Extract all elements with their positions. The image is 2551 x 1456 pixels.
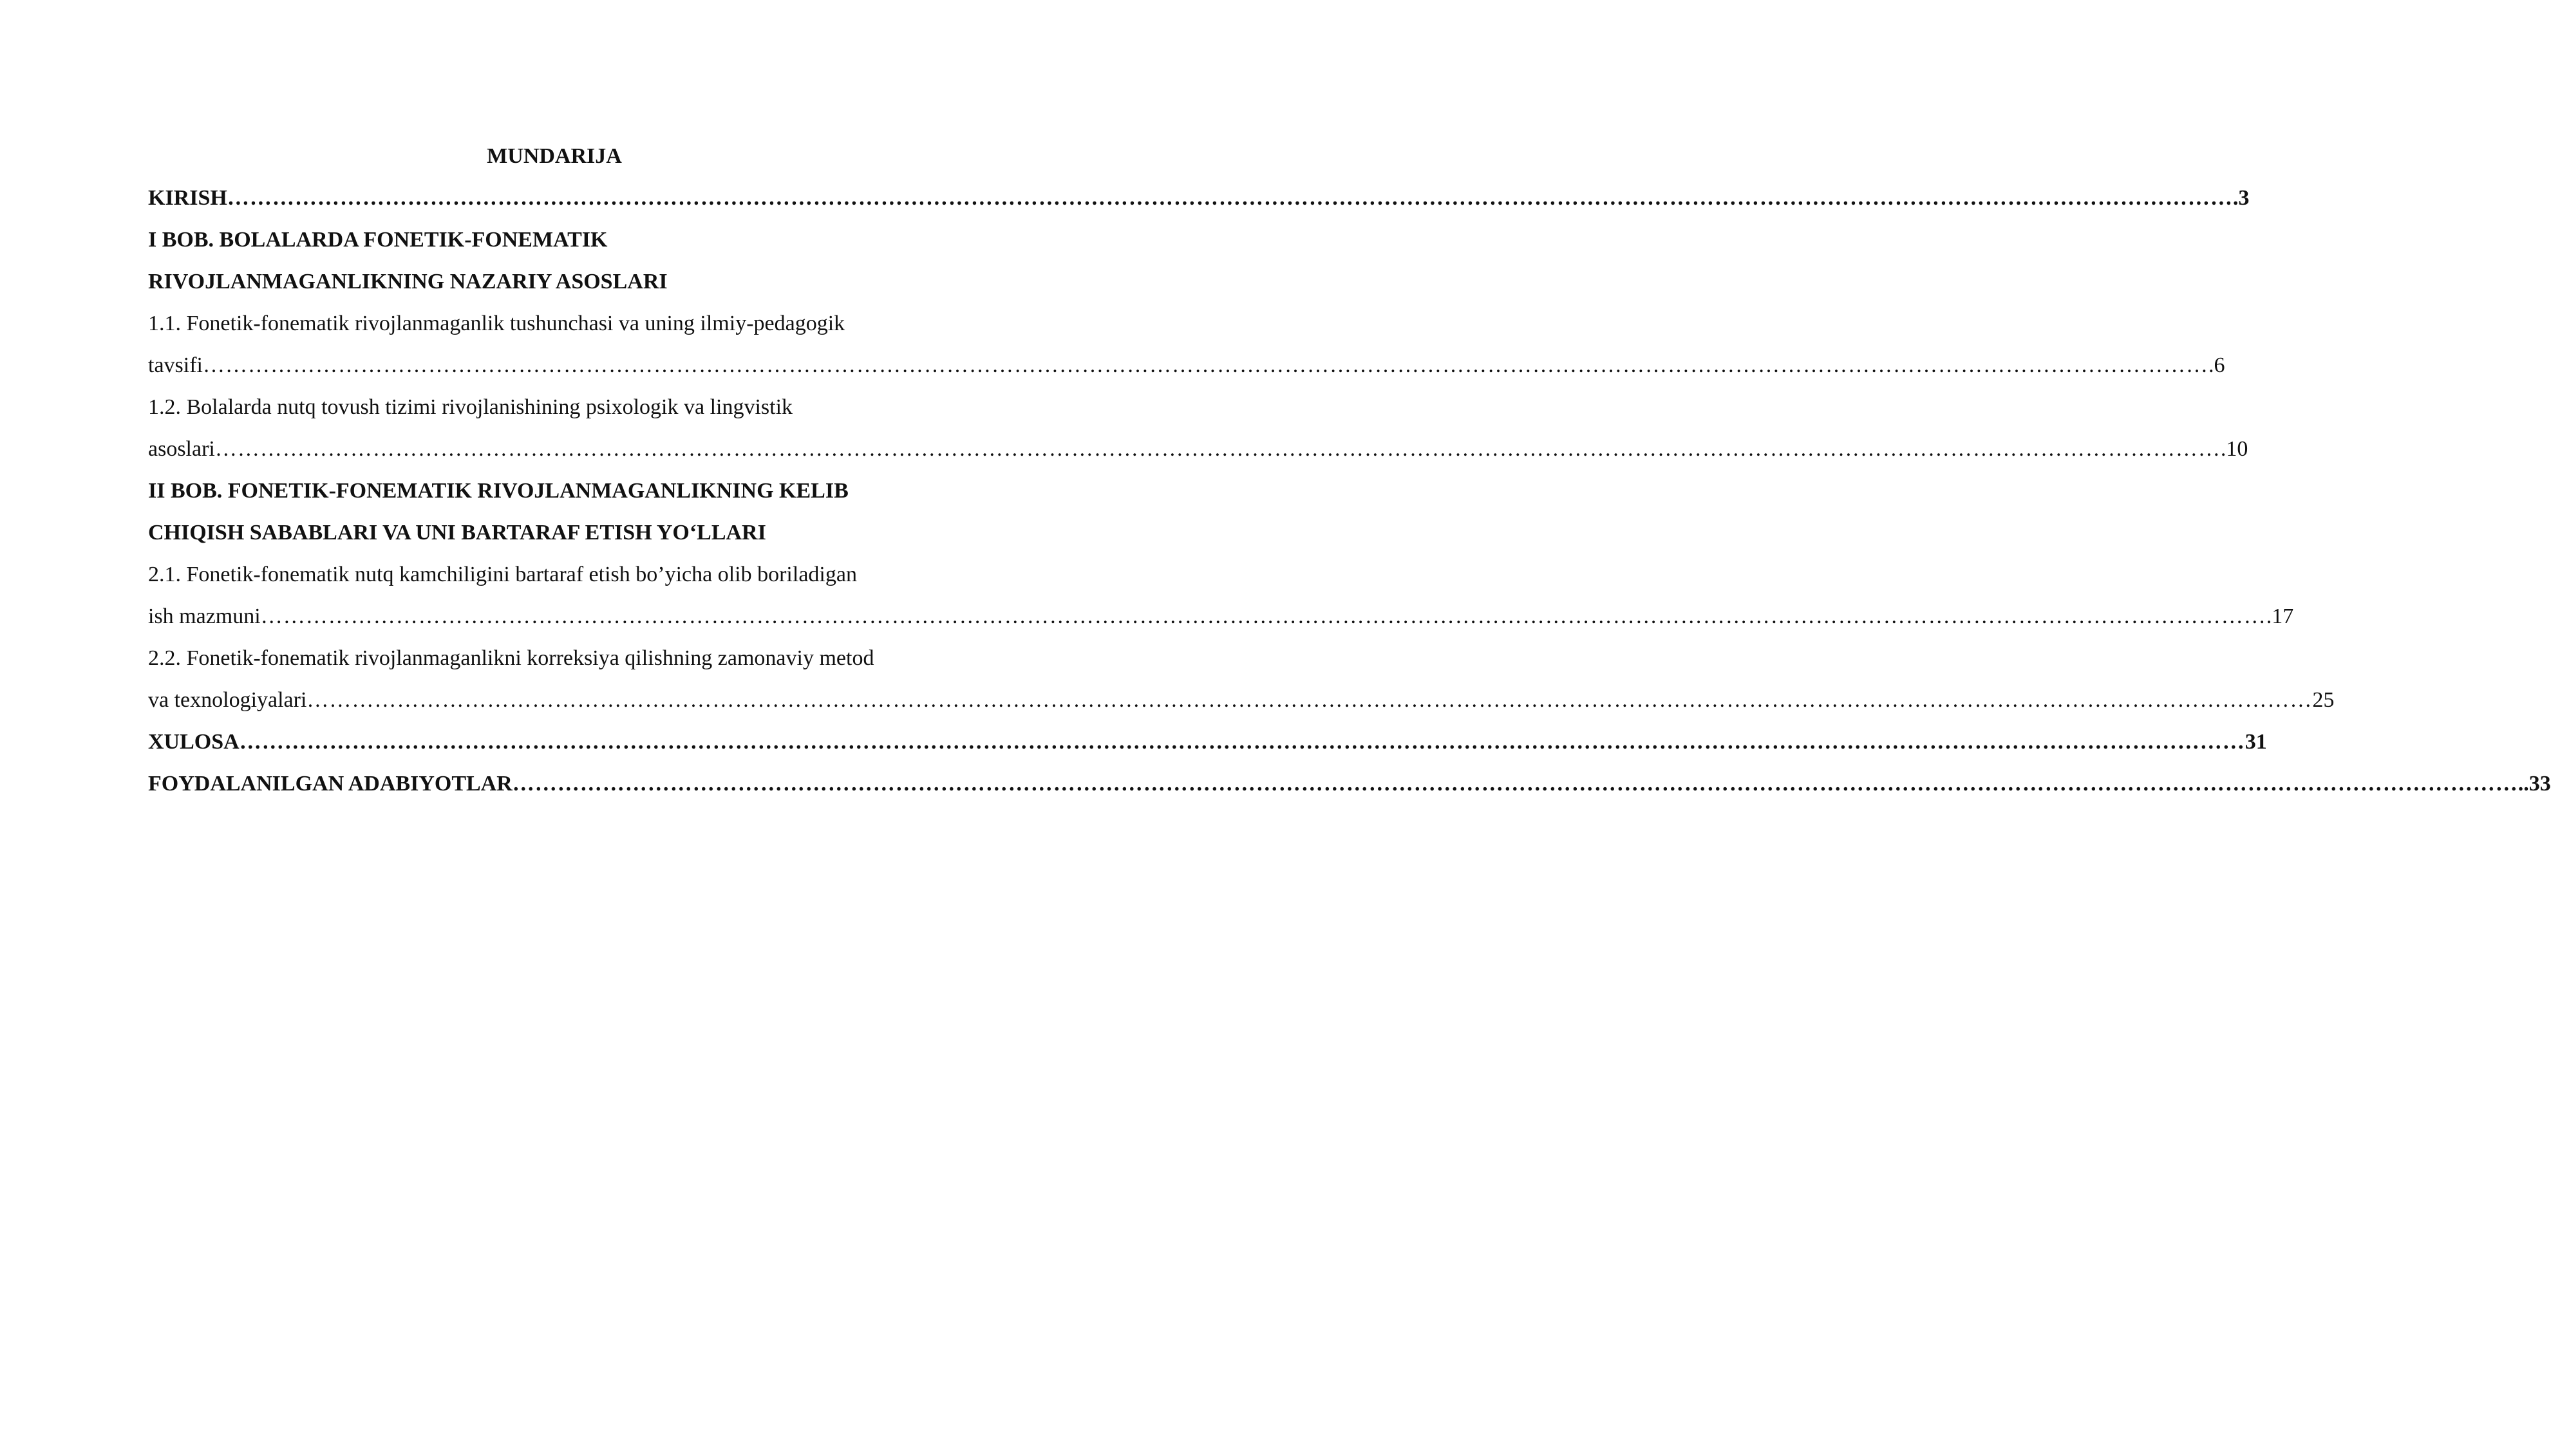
toc-entry-label: tavsifi [148, 353, 203, 377]
toc-entry-2-2 [148, 679, 2335, 721]
dot-leader: …………………………………………………………………………………………………………………………………………………………………………………………………………………………………………… [306, 688, 2313, 712]
toc-entry-1-2-line1: 1.2. Bolalarda nutq tovush tizimi rivojlanishining psixologik va lingvistik [148, 395, 793, 419]
toc-entry-label: va texnologiyalari [148, 688, 307, 712]
toc-entry-page: .6 [2208, 353, 2225, 377]
table-of-contents [148, 135, 2551, 805]
toc-entry-page: .17 [2266, 604, 2294, 628]
dot-leader: …………………………………………………………………………………………………………………………………………………………………………………………………………………………………………… [202, 353, 2208, 377]
chapter-heading-1-line1: I BOB. BOLALARDA FONETIK-FONEMATIK [148, 228, 608, 252]
toc-entry-label: FOYDALANILGAN ADABIYOTLAR [148, 772, 513, 796]
toc-entry-1-1 [148, 344, 2225, 386]
toc-entry-label: ish mazmuni [148, 604, 261, 628]
toc-entry-page: ..33 [2518, 772, 2551, 796]
toc-title: MUNDARIJA [487, 144, 622, 168]
toc-entry-label: asoslari [148, 437, 215, 461]
dot-leader: …………………………………………………………………………………………………………………………………………………………………………………………………………………………………………… [512, 772, 2518, 796]
dot-leader: …………………………………………………………………………………………………………………………………………………………………………………………………………………………………………… [260, 604, 2266, 628]
toc-entry-page: 31 [2245, 730, 2267, 754]
chapter-heading-2-line2: CHIQISH SABABLARI VA UNI BARTARAF ETISH YO‘LLARI [148, 521, 766, 545]
toc-entry-label: XULOSA [148, 730, 240, 754]
toc-entry-page: .10 [2220, 437, 2248, 461]
toc-entry-2-2-line1: 2.2. Fonetik-fonematik rivojlanmaganlikni korreksiya qilishning zamonaviy metod [148, 646, 874, 670]
toc-entry-xulosa [148, 721, 2267, 763]
chapter-heading-1-line2: RIVOJLANMAGANLIKNING NAZARIY ASOSLARI [148, 270, 668, 294]
dot-leader: …………………………………………………………………………………………………………………………………………………………………………………………………………………………………………… [239, 730, 2245, 754]
toc-entry-1-1-line1: 1.1. Fonetik-fonematik rivojlanmaganlik tushunchasi va uning ilmiy-pedagogik [148, 312, 845, 335]
dot-leader: …………………………………………………………………………………………………………………………………………………………………………………………………………………………………………… [227, 186, 2233, 210]
toc-entry-1-2 [148, 428, 2248, 470]
toc-entry-2-1 [148, 595, 2294, 637]
dot-leader: …………………………………………………………………………………………………………………………………………………………………………………………………………………………………………… [214, 437, 2221, 461]
toc-entry-page: 25 [2312, 688, 2335, 712]
toc-entry-page: .3 [2232, 186, 2250, 210]
toc-entry-2-1-line1: 2.1. Fonetik-fonematik nutq kamchiligini bartaraf etish bo’yicha olib boriladigan [148, 563, 857, 586]
toc-entry-label: KIRISH [148, 186, 227, 210]
chapter-heading-2-line1: II BOB. FONETIK-FONEMATIK RIVOJLANMAGANLIKNING KELIB [148, 479, 849, 503]
toc-entry-adabiyotlar [148, 763, 2551, 805]
toc-entry-kirish [148, 177, 2250, 219]
